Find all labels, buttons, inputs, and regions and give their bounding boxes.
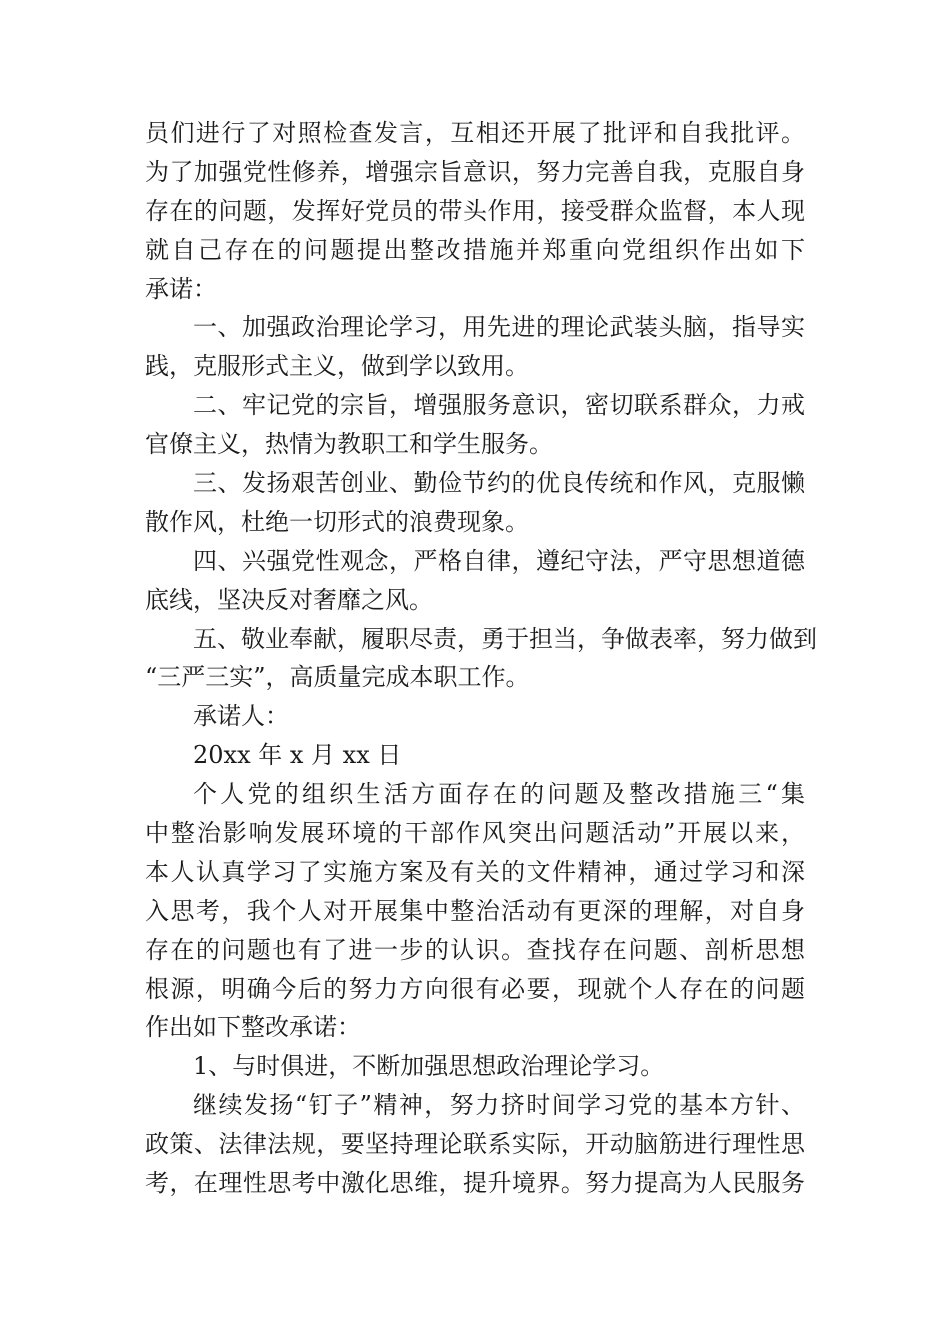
text-line: 20xx 年 x 月 xx 日 [193, 741, 402, 770]
text-line: 员们进行了对照检查发言，互相还开展了批评和自我批评。 [145, 119, 805, 147]
text-line: 二、牢记党的宗旨，增强服务意识，密切联系群众，力戒 [193, 391, 805, 420]
text-line: 继续发扬“钉子”精神，努力挤时间学习党的基本方针、 [193, 1091, 805, 1120]
document-body [145, 114, 817, 1203]
text-line: 四、兴强党性观念，严格自律，遵纪守法，严守思想道德 [193, 546, 805, 575]
text-line: 官僚主义，热情为教职工和学生服务。 [145, 430, 553, 459]
text-line: 根源，明确今后的努力方向很有必要，现就个人存在的问题 [145, 974, 805, 1003]
text-line: 本人认真学习了实施方案及有关的文件精神，通过学习和深 [145, 857, 805, 886]
text-line: 承诺人： [193, 702, 289, 731]
text-line: 考，在理性思考中激化思维，提升境界。努力提高为人民服务 [145, 1169, 805, 1198]
text-line: 践，克服形式主义，做到学以致用。 [145, 352, 529, 381]
text-line: 就自己存在的问题提出整改措施并郑重向党组织作出如下 [145, 235, 805, 264]
text-line: 一、加强政治理论学习，用先进的理论武装头脑，指导实 [193, 313, 805, 342]
text-line: 底线，坚决反对奢靡之风。 [145, 585, 433, 614]
text-line: 政策、法律法规，要坚持理论联系实际，开动脑筋进行理性思 [145, 1130, 805, 1159]
text-line: 承诺： [145, 274, 217, 303]
text-line: “三严三实”，高质量完成本职工作。 [145, 663, 530, 692]
text-line: 1、与时俱进，不断加强思想政治理论学习。 [193, 1052, 665, 1081]
text-line: 入思考，我个人对开展集中整治活动有更深的理解，对自身 [145, 896, 805, 925]
text-line: 存在的问题也有了进一步的认识。查找存在问题、剖析思想 [145, 935, 805, 964]
text-line: 三、发扬艰苦创业、勤俭节约的优良传统和作风，克服懒 [193, 469, 805, 498]
text-line: 个人党的组织生活方面存在的问题及整改措施三“集 [193, 780, 805, 809]
text-line: 散作风，杜绝一切形式的浪费现象。 [145, 507, 529, 536]
text-line: 作出如下整改承诺： [145, 1013, 361, 1042]
text-line: 五、敬业奉献，履职尽责，勇于担当，争做表率，努力做到 [193, 624, 817, 653]
text-line: 为了加强党性修养，增强宗旨意识，努力完善自我，克服自身 [145, 157, 805, 186]
text-line: 存在的问题，发挥好党员的带头作用，接受群众监督，本人现 [145, 196, 805, 225]
text-line: 中整治影响发展环境的干部作风突出问题活动”开展以来， [145, 819, 805, 848]
